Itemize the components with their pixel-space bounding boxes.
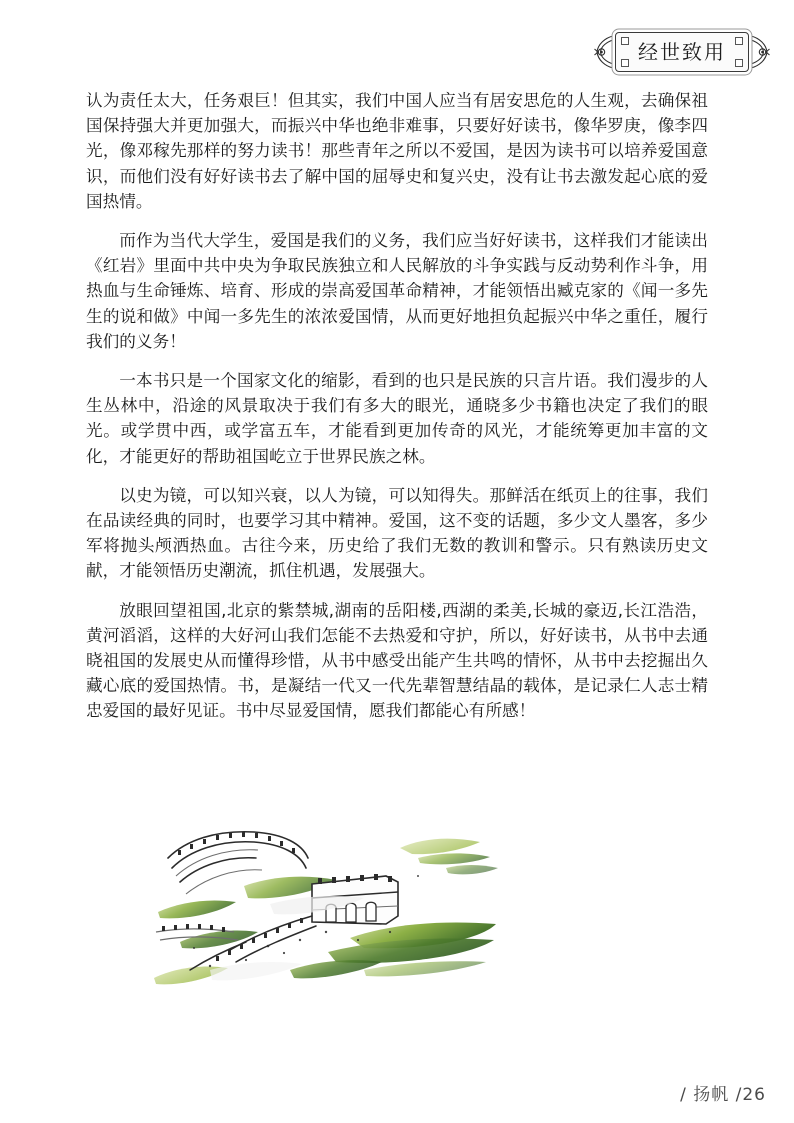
footer-page-label: / 扬帆 /26 [680, 1085, 766, 1105]
paragraph-1: 认为责任太大，任务艰巨！但其实，我们中国人应当有居安思危的人生观，去确保祖国保持强大并更加强大，而振兴中华也绝非难事，只要好好读书，像华罗庚，像李四光，像邓稼先那样的努力读书！那些青年之所以不爱国，是因为读书可以培养爱国意识，而他们没有好好读书去了解中国的屈辱史和复兴史，没有让书去激发起心底的爱国热情。 [86, 91, 708, 211]
great-wall-ink-painting [150, 820, 510, 1020]
scroll-ornament-left-icon [593, 31, 615, 73]
banner-plaque [615, 32, 749, 72]
great-wall-illustration [150, 820, 510, 1020]
paragraph-3: 一本书只是一个国家文化的缩影，看到的也只是民族的只言片语。我们漫步的人生丛林中，沿途的风景取决于我们有多大的眼光，通晓多少书籍也决定了我们的眼光。或学贯中西，或学富五车，才能看到更加传奇的风光，才能统筹更加丰富的文化，才能更好的帮助祖国屹立于世界民族之林。 [86, 371, 708, 466]
plaque-corner-top-left-icon [621, 37, 629, 45]
paragraph-2: 而作为当代大学生，爱国是我们的义务，我们应当好好读书，这样我们才能读出《红岩》里面中共中央为争取民族独立和人民解放的斗争实践与反动势利作斗争，用热血与生命锤炼、培育、形成的崇高爱国革命精神，才能领悟出臧克家的《闻一多先生的说和做》中闻一多先生的浓浓爱国情，从而更好地担负起振兴中华之重任，履行我们的义务！ [86, 231, 708, 351]
header-banner-title: 经世致用 [638, 40, 726, 64]
paragraph-5: 放眼回望祖国,北京的紫禁城,湖南的岳阳楼,西湖的柔美,长城的豪迈,长江浩浩，黄河滔滔，这样的大好河山我们怎能不去热爱和守护，所以，好好读书，从书中去通晓祖国的发展史从而懂得珍惜，从书中感受出能产生共鸣的情怀，从书中去挖掘出久藏心底的爱国热情。书，是凝结一代又一代先辈智慧结晶的载体，是记录仁人志士精忠爱国的最好见证。书中尽显爱国情，愿我们都能心有所感！ [86, 600, 708, 721]
header-banner [592, 26, 772, 78]
scroll-ornament-right-icon [749, 31, 771, 73]
plaque-corner-bottom-right-icon [735, 59, 743, 67]
plaque-corner-bottom-left-icon [621, 59, 629, 67]
article-body [86, 88, 708, 738]
paragraph-4: 以史为镜，可以知兴衰，以人为镜，可以知得失。那鲜活在纸页上的往事，我们在品读经典的同时，也要学习其中精神。爱国，这不变的话题，多少文人墨客，多少军将抛头颅洒热血。古往今来，历史给了我们无数的教训和警示。只有熟读历史文献，才能领悟历史潮流，抓住机遇，发展强大。 [86, 485, 708, 581]
plaque-corner-top-right-icon [735, 37, 743, 45]
page-footer [680, 1080, 766, 1105]
